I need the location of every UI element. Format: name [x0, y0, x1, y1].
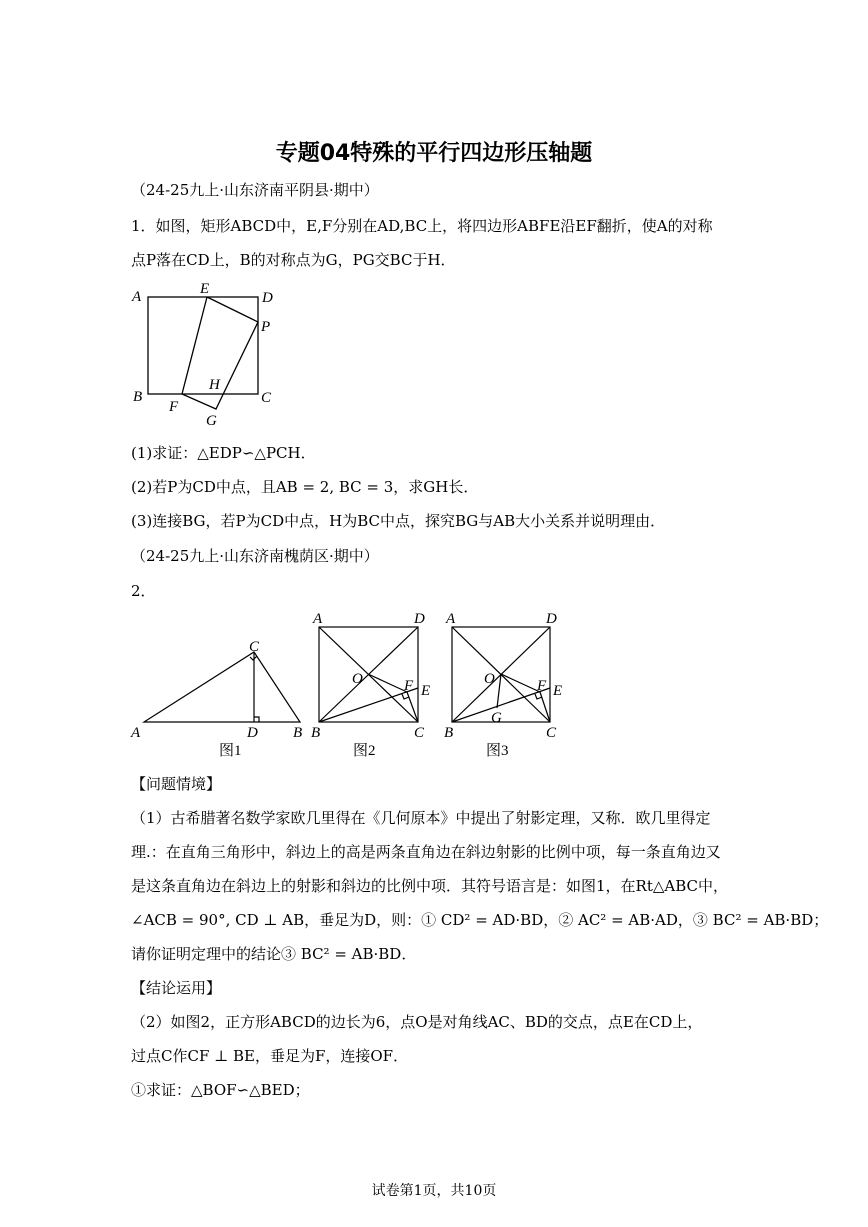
q2-para-line3: 是这条直角边在斜边上的射影和斜边的比例中项．其符号语言是：如图1，在Rt△ABC中， [131, 877, 729, 895]
fig2-label-D: D [414, 611, 425, 627]
section-problem-context: 【问题情境】 [131, 775, 222, 793]
fig1-label-D: D [247, 725, 258, 741]
q1-label-A: A [132, 289, 142, 305]
q1-label-F: F [169, 399, 179, 415]
fig3-caption: 图3 [486, 743, 509, 759]
fig2-label-O: O [352, 671, 363, 687]
q1-label-B: B [133, 389, 143, 405]
fig3-label-C: C [546, 725, 557, 741]
q1-figure [120, 276, 295, 436]
q2-figures [125, 606, 575, 762]
q2-para-line4: ∠ACB = 90°, CD ⊥ AB，垂足为D，则：① CD² = AD·BD，② AC² = AB·AD，③ BC² = AB·BD； [131, 911, 829, 929]
fig1-label-C: C [249, 639, 260, 655]
fig2-label-A: A [313, 611, 323, 627]
fig2-label-B: B [311, 725, 321, 741]
fig1-label-A: A [131, 725, 141, 741]
q2-para-line6: （2）如图2，正方形ABCD的边长为6，点O是对角线AC、BD的交点，点E在CD上， [131, 1013, 703, 1031]
q2-para-line8: ①求证：△BOF∽△BED； [131, 1081, 310, 1099]
fig2-label-E: E [421, 683, 431, 699]
fig3-label-O: O [484, 671, 495, 687]
q1-label-G: G [206, 413, 217, 429]
q2-number: 2． [131, 582, 156, 600]
q2-para-line1: （1）古希腊著名数学家欧几里得在《几何原本》中提出了射影定理，又称．欧几里得定 [131, 809, 711, 827]
fig3-label-G: G [491, 710, 502, 726]
page-title: 专题04特殊的平行四边形压轴题 [275, 141, 593, 166]
q1-sub2: (2)若P为CD中点，且AB = 2, BC = 3，求GH长． [131, 478, 479, 496]
q1-stem-line1: 1．如图，矩形ABCD中，E,F分别在AD,BC上，将四边形ABFE沿EF翻折，使A的对称 [131, 217, 713, 235]
fig2-label-C: C [414, 725, 425, 741]
q1-sub1: (1)求证：△EDP∽△PCH． [131, 444, 316, 462]
section-conclusion-application: 【结论运用】 [131, 979, 222, 997]
q1-label-P: P [261, 319, 271, 335]
q1-label-C: C [261, 390, 272, 406]
q1-source: （24-25九上·山东济南平阴县·期中） [131, 181, 379, 199]
fig2-label-F: F [404, 678, 414, 694]
q1-stem-line2: 点P落在CD上，B的对称点为G，PG交BC于H． [131, 251, 456, 269]
fig1-caption: 图1 [219, 743, 242, 759]
fig3-label-F: F [537, 678, 547, 694]
fig2-caption: 图2 [353, 743, 376, 759]
page-footer: 试卷第1页，共10页 [371, 1183, 497, 1199]
q1-label-D: D [262, 290, 273, 306]
fig3-label-B: B [444, 725, 454, 741]
q2-source: （24-25九上·山东济南槐荫区·期中） [131, 547, 379, 565]
q2-para-line2: 理.：在直角三角形中，斜边上的高是两条直角边在斜边射影的比例中项，每一条直角边又 [131, 843, 721, 861]
q1-sub3: (3)连接BG，若P为CD中点，H为BC中点，探究BG与AB大小关系并说明理由． [131, 512, 666, 530]
q2-para-line7: 过点C作CF ⊥ BE，垂足为F，连接OF． [131, 1047, 409, 1065]
fig3-label-D: D [546, 611, 557, 627]
q1-label-H: H [209, 377, 220, 393]
fig3-label-E: E [553, 683, 563, 699]
q2-para-line5: 请你证明定理中的结论③ BC² = AB·BD． [131, 945, 417, 963]
q1-label-E: E [200, 281, 210, 297]
fig3-label-A: A [446, 611, 456, 627]
fig1-label-B: B [293, 725, 303, 741]
